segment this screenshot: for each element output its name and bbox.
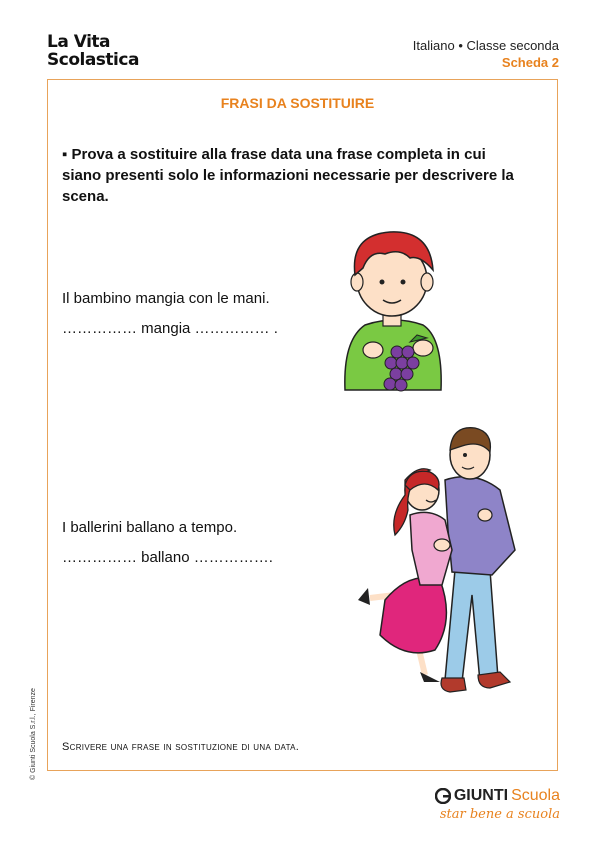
subject-label: Italiano • Classe seconda — [412, 38, 559, 53]
instruction-text: ▪ Prova a sostituire alla frase data una frase completa in cui siano presenti solo le informazioni necessarie per descrivere la scena. — [62, 146, 514, 205]
exercise-2-sentence: I ballerini ballano a tempo. — [62, 519, 238, 536]
copyright-notice: © Giunti Scuola S.r.l., Firenze — [30, 688, 37, 780]
sheet-label: Scheda 2 — [501, 55, 559, 70]
logo-line1: La Vita — [47, 32, 111, 52]
boy-eating-grapes-illustration — [335, 220, 450, 400]
brand-name-scuola: Scuola — [511, 787, 560, 804]
brand-tagline: star bene a scuola — [439, 807, 560, 822]
giunti-g-icon — [435, 788, 451, 804]
giunti-scuola-brand — [435, 787, 560, 822]
page-title: FRASI DA SOSTITUIRE — [220, 95, 375, 111]
exercise-1-sentence: Il bambino mangia con le mani. — [62, 290, 270, 307]
header-info — [413, 37, 559, 71]
logo — [47, 33, 139, 69]
logo-line2: Scolastica — [47, 50, 139, 70]
exercise-1-blank[interactable]: …………… mangia …………… . — [62, 320, 278, 337]
footer-note: Scrivere una frase in sostituzione di una data. — [62, 741, 300, 753]
dancing-couple-illustration — [350, 420, 530, 700]
exercise-2-blank[interactable]: …………… ballano ……………. — [62, 549, 273, 566]
brand-name: GIUNTI — [453, 787, 509, 804]
